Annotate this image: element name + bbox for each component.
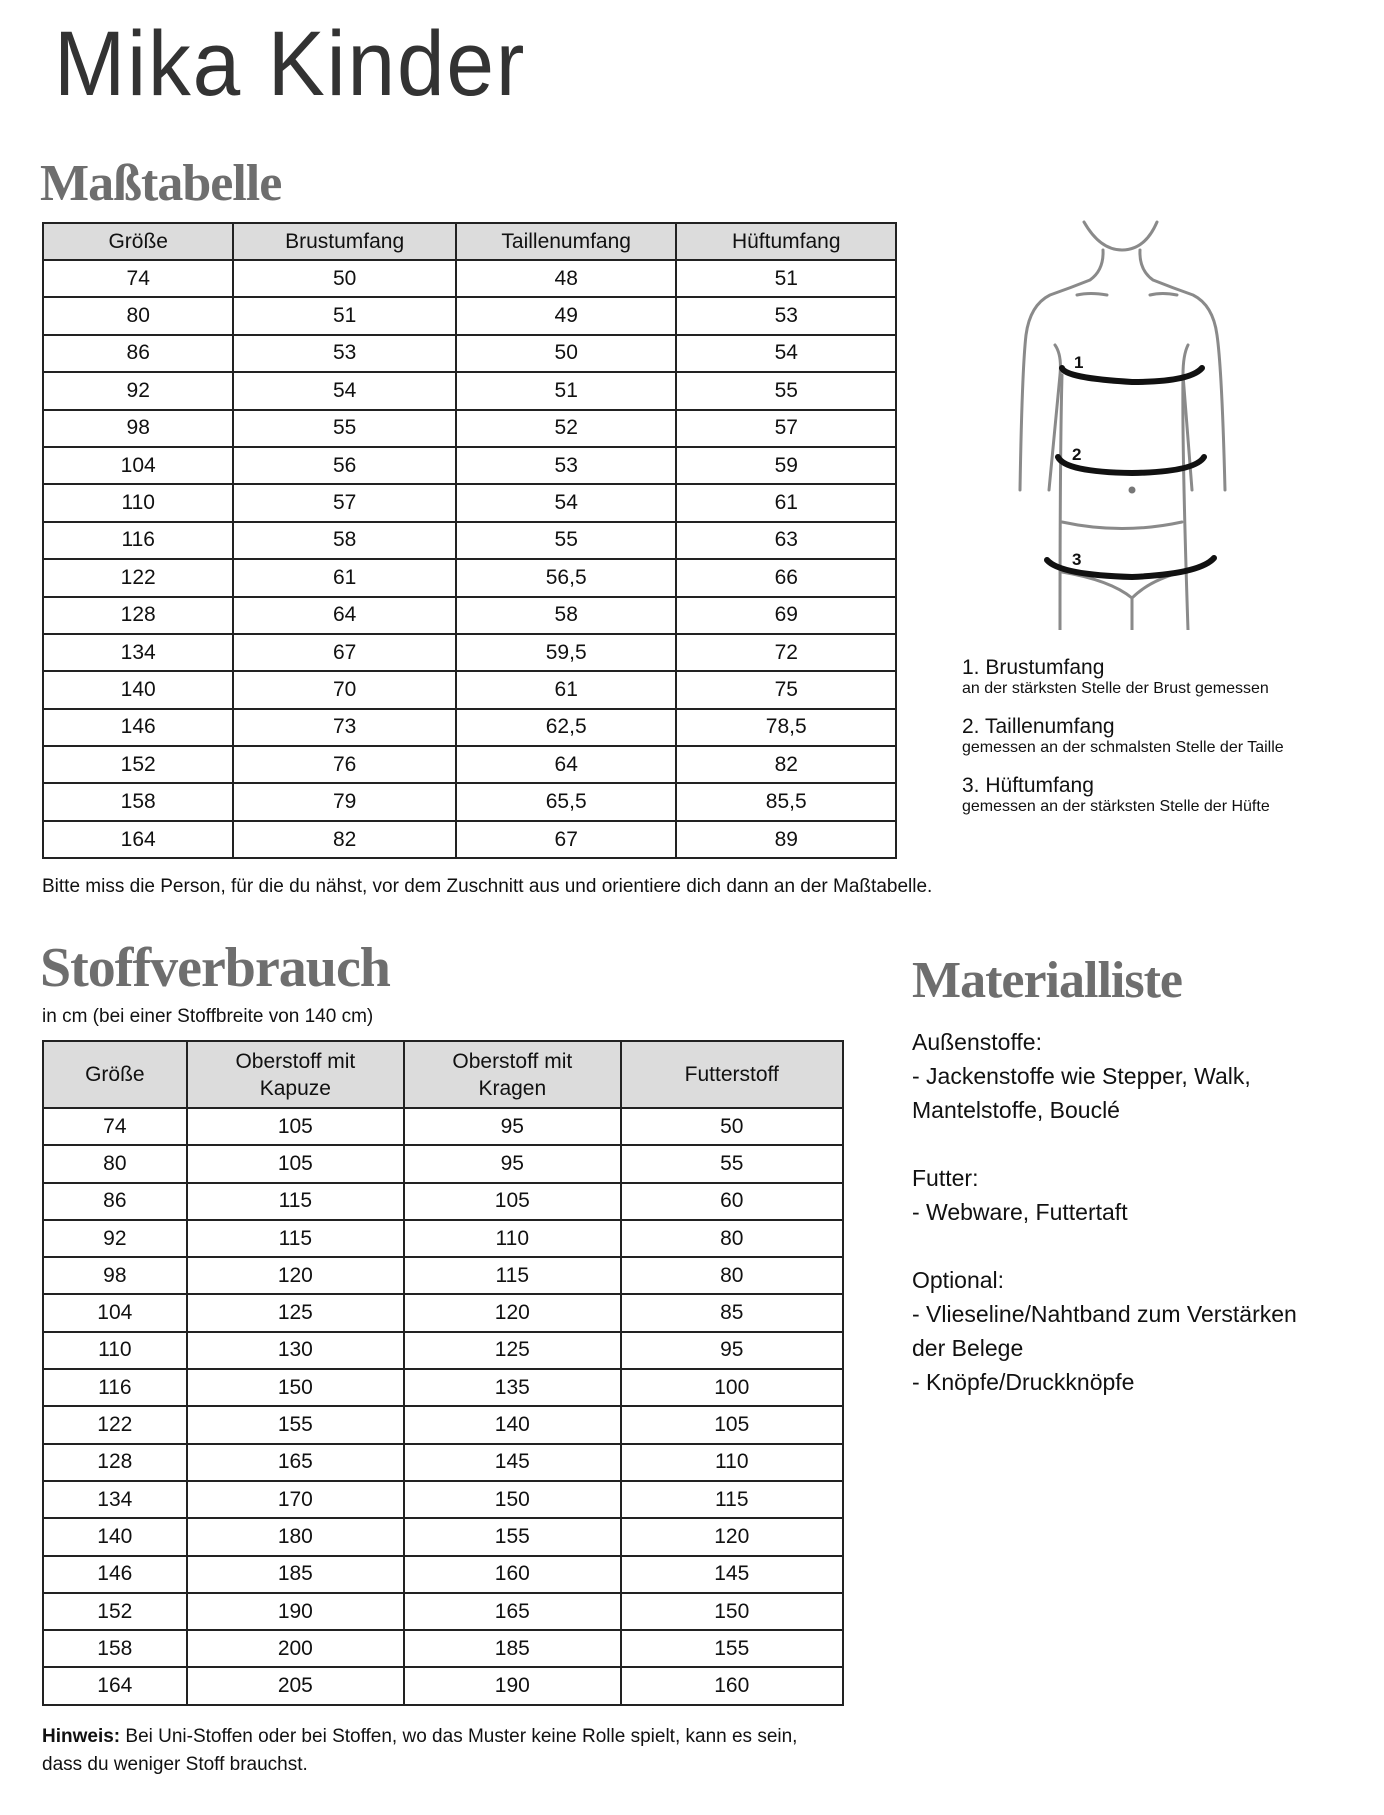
table-cell: 200 xyxy=(187,1630,404,1667)
table-cell: 53 xyxy=(456,447,677,484)
material-item: Mantelstoffe, Bouclé xyxy=(912,1097,1120,1123)
measurement-bands xyxy=(1047,368,1214,577)
table-cell: 52 xyxy=(456,410,677,447)
table-cell: 110 xyxy=(404,1220,620,1257)
column-header: Brustumfang xyxy=(233,223,456,260)
table-cell: 170 xyxy=(187,1481,404,1518)
table-cell: 155 xyxy=(621,1630,843,1667)
table-row xyxy=(43,1369,843,1406)
navel-mark xyxy=(1129,487,1136,494)
fabric-hint xyxy=(42,1723,842,1779)
materials-list xyxy=(912,1025,1382,1433)
table-cell: 86 xyxy=(43,335,233,372)
column-header-line: Größe xyxy=(85,1063,145,1086)
table-cell: 140 xyxy=(404,1406,620,1443)
table-cell: 95 xyxy=(404,1145,620,1182)
table-cell: 110 xyxy=(621,1444,843,1481)
table-cell: 67 xyxy=(456,821,677,858)
table-cell: 115 xyxy=(621,1481,843,1518)
table-cell: 66 xyxy=(676,559,896,596)
material-group-title: Außenstoffe: xyxy=(912,1029,1042,1055)
table-cell: 61 xyxy=(233,559,456,596)
table-cell: 89 xyxy=(676,821,896,858)
table-cell: 85,5 xyxy=(676,783,896,820)
table-cell: 134 xyxy=(43,634,233,671)
table-row xyxy=(43,1406,843,1443)
table-row xyxy=(43,410,896,447)
table-cell: 61 xyxy=(456,671,677,708)
column-header-line: Futterstoff xyxy=(684,1063,779,1086)
table-row xyxy=(43,1667,843,1704)
measurement-table xyxy=(42,222,897,859)
table-cell: 115 xyxy=(187,1183,404,1220)
table-cell: 190 xyxy=(187,1593,404,1630)
table-row xyxy=(43,447,896,484)
marker-1: 1 xyxy=(1074,353,1084,372)
table-cell: 74 xyxy=(43,260,233,297)
table-cell: 56,5 xyxy=(456,559,677,596)
material-group xyxy=(912,1025,1382,1127)
table-cell: 58 xyxy=(456,597,677,634)
table-cell: 74 xyxy=(43,1108,187,1145)
material-item: - Knöpfe/Druckknöpfe xyxy=(912,1369,1135,1395)
table-cell: 69 xyxy=(676,597,896,634)
legend-item xyxy=(962,714,1372,757)
table-cell: 95 xyxy=(621,1332,843,1369)
legend-desc: an der stärksten Stelle der Brust gemessen xyxy=(962,680,1269,697)
table-row xyxy=(43,522,896,559)
table-cell: 57 xyxy=(233,484,456,521)
table-cell: 73 xyxy=(233,709,456,746)
table-cell: 75 xyxy=(676,671,896,708)
column-header xyxy=(43,1041,187,1108)
table-header-row xyxy=(43,1041,843,1108)
table-cell: 164 xyxy=(43,821,233,858)
table-cell: 64 xyxy=(456,746,677,783)
table-cell: 63 xyxy=(676,522,896,559)
column-header-line: Oberstoff mit xyxy=(452,1049,573,1073)
table-row xyxy=(43,297,896,334)
table-row xyxy=(43,559,896,596)
table-cell: 49 xyxy=(456,297,677,334)
table-row xyxy=(43,709,896,746)
table-row xyxy=(43,597,896,634)
table-cell: 62,5 xyxy=(456,709,677,746)
table-row xyxy=(43,671,896,708)
table-cell: 164 xyxy=(43,1667,187,1704)
table-cell: 185 xyxy=(187,1556,404,1593)
table-cell: 64 xyxy=(233,597,456,634)
table-cell: 57 xyxy=(676,410,896,447)
table-cell: 50 xyxy=(233,260,456,297)
table-cell: 82 xyxy=(676,746,896,783)
table-row xyxy=(43,372,896,409)
material-item: - Jackenstoffe wie Stepper, Walk, xyxy=(912,1063,1251,1089)
table-cell: 72 xyxy=(676,634,896,671)
table-cell: 145 xyxy=(621,1556,843,1593)
table-cell: 100 xyxy=(621,1369,843,1406)
table-cell: 82 xyxy=(233,821,456,858)
table-row xyxy=(43,1481,843,1518)
table-cell: 150 xyxy=(621,1593,843,1630)
table-cell: 59 xyxy=(676,447,896,484)
material-group-title: Futter: xyxy=(912,1165,979,1191)
table-cell: 51 xyxy=(233,297,456,334)
material-group xyxy=(912,1161,1382,1229)
table-cell: 190 xyxy=(404,1667,620,1704)
table-row xyxy=(43,484,896,521)
table-cell: 104 xyxy=(43,447,233,484)
table-cell: 50 xyxy=(621,1108,843,1145)
table-cell: 160 xyxy=(621,1667,843,1704)
table-cell: 135 xyxy=(404,1369,620,1406)
table-cell: 104 xyxy=(43,1294,187,1331)
table-cell: 115 xyxy=(404,1257,620,1294)
table-row xyxy=(43,1630,843,1667)
material-group xyxy=(912,1263,1382,1399)
table-cell: 110 xyxy=(43,484,233,521)
legend-item xyxy=(962,773,1372,816)
table-cell: 85 xyxy=(621,1294,843,1331)
table-cell: 110 xyxy=(43,1332,187,1369)
legend-desc: gemessen an der schmalsten Stelle der Taille xyxy=(962,739,1284,756)
table-cell: 78,5 xyxy=(676,709,896,746)
column-header-line: Kragen xyxy=(478,1076,547,1100)
table-cell: 105 xyxy=(621,1406,843,1443)
table-row xyxy=(43,1518,843,1555)
table-cell: 158 xyxy=(43,783,233,820)
table-cell: 150 xyxy=(404,1481,620,1518)
table-cell: 98 xyxy=(43,1257,187,1294)
table-cell: 55 xyxy=(621,1145,843,1182)
material-item: der Belege xyxy=(912,1335,1024,1361)
table-cell: 134 xyxy=(43,1481,187,1518)
table-row xyxy=(43,1332,843,1369)
fabric-heading: Stoffverbrauch xyxy=(40,937,390,999)
table-row xyxy=(43,335,896,372)
column-header-line: Oberstoff mit xyxy=(235,1049,356,1073)
page-title: Mika Kinder xyxy=(54,13,527,115)
table-cell: 180 xyxy=(187,1518,404,1555)
table-cell: 98 xyxy=(43,410,233,447)
table-row xyxy=(43,821,896,858)
fabric-unit-note: in cm (bei einer Stoffbreite von 140 cm) xyxy=(42,1006,374,1027)
table-cell: 95 xyxy=(404,1108,620,1145)
table-cell: 76 xyxy=(233,746,456,783)
table-cell: 116 xyxy=(43,1369,187,1406)
table-row xyxy=(43,1220,843,1257)
table-cell: 51 xyxy=(676,260,896,297)
table-header-row xyxy=(43,223,896,260)
table-cell: 155 xyxy=(187,1406,404,1443)
table-cell: 61 xyxy=(676,484,896,521)
table-cell: 128 xyxy=(43,597,233,634)
table-cell: 70 xyxy=(233,671,456,708)
legend-item xyxy=(962,655,1372,698)
hint-label: Hinweis: xyxy=(42,1726,121,1747)
legend-label: 2. Taillenumfang xyxy=(962,715,1115,738)
materials-heading: Materialliste xyxy=(912,952,1182,1009)
table-cell: 80 xyxy=(43,297,233,334)
table-row xyxy=(43,1294,843,1331)
table-cell: 105 xyxy=(187,1108,404,1145)
table-cell: 116 xyxy=(43,522,233,559)
table-cell: 165 xyxy=(404,1593,620,1630)
table-cell: 146 xyxy=(43,1556,187,1593)
table-cell: 56 xyxy=(233,447,456,484)
table-cell: 120 xyxy=(187,1257,404,1294)
body-measurement-figure xyxy=(990,210,1290,630)
table-cell: 105 xyxy=(187,1145,404,1182)
column-header: Hüftumfang xyxy=(676,223,896,260)
material-item: - Vlieseline/Nahtband zum Verstärken xyxy=(912,1301,1297,1327)
table-row xyxy=(43,1593,843,1630)
table-cell: 115 xyxy=(187,1220,404,1257)
table-cell: 120 xyxy=(621,1518,843,1555)
table-row xyxy=(43,1108,843,1145)
hint-text: Bei Uni-Stoffen oder bei Stoffen, wo das Muster keine Rolle spielt, kann es sein, dass du weniger Stoff brauchst. xyxy=(42,1726,798,1775)
table-cell: 152 xyxy=(43,1593,187,1630)
table-cell: 125 xyxy=(404,1332,620,1369)
table-cell: 92 xyxy=(43,372,233,409)
table-row xyxy=(43,260,896,297)
material-item: - Webware, Futtertaft xyxy=(912,1199,1128,1225)
table-cell: 48 xyxy=(456,260,677,297)
column-header xyxy=(404,1041,620,1108)
table-cell: 140 xyxy=(43,1518,187,1555)
table-cell: 79 xyxy=(233,783,456,820)
table-cell: 128 xyxy=(43,1444,187,1481)
table-row xyxy=(43,634,896,671)
table-cell: 59,5 xyxy=(456,634,677,671)
table-cell: 145 xyxy=(404,1444,620,1481)
table-cell: 55 xyxy=(233,410,456,447)
table-row xyxy=(43,746,896,783)
table-cell: 54 xyxy=(456,484,677,521)
table-row xyxy=(43,1145,843,1182)
table-cell: 125 xyxy=(187,1294,404,1331)
measurement-legend xyxy=(962,655,1372,832)
table-cell: 160 xyxy=(404,1556,620,1593)
table-cell: 54 xyxy=(676,335,896,372)
measurement-note: Bitte miss die Person, für die du nähst, vor dem Zuschnitt aus und orientiere dich dann an der Maßtabelle. xyxy=(42,876,933,897)
table-cell: 80 xyxy=(621,1257,843,1294)
table-row xyxy=(43,1556,843,1593)
table-cell: 80 xyxy=(621,1220,843,1257)
table-cell: 185 xyxy=(404,1630,620,1667)
column-header: Taillenumfang xyxy=(456,223,677,260)
table-cell: 122 xyxy=(43,1406,187,1443)
table-cell: 67 xyxy=(233,634,456,671)
legend-label: 3. Hüftumfang xyxy=(962,774,1094,797)
table-cell: 165 xyxy=(187,1444,404,1481)
table-cell: 53 xyxy=(676,297,896,334)
table-cell: 60 xyxy=(621,1183,843,1220)
table-cell: 146 xyxy=(43,709,233,746)
marker-3: 3 xyxy=(1072,550,1082,569)
column-header xyxy=(187,1041,404,1108)
material-group-title: Optional: xyxy=(912,1267,1005,1293)
table-cell: 86 xyxy=(43,1183,187,1220)
table-row xyxy=(43,1257,843,1294)
table-cell: 65,5 xyxy=(456,783,677,820)
table-cell: 152 xyxy=(43,746,233,783)
table-cell: 55 xyxy=(676,372,896,409)
table-cell: 150 xyxy=(187,1369,404,1406)
legend-desc: gemessen an der stärksten Stelle der Hüfte xyxy=(962,798,1270,815)
table-cell: 55 xyxy=(456,522,677,559)
table-cell: 155 xyxy=(404,1518,620,1555)
table-cell: 50 xyxy=(456,335,677,372)
measurement-heading: Maßtabelle xyxy=(40,155,282,212)
table-cell: 58 xyxy=(233,522,456,559)
table-cell: 205 xyxy=(187,1667,404,1704)
table-cell: 105 xyxy=(404,1183,620,1220)
legend-label: 1. Brustumfang xyxy=(962,656,1105,679)
table-row xyxy=(43,783,896,820)
table-cell: 80 xyxy=(43,1145,187,1182)
table-row xyxy=(43,1183,843,1220)
table-cell: 53 xyxy=(233,335,456,372)
table-cell: 92 xyxy=(43,1220,187,1257)
marker-2: 2 xyxy=(1072,445,1082,464)
table-cell: 54 xyxy=(233,372,456,409)
table-cell: 140 xyxy=(43,671,233,708)
column-header: Größe xyxy=(43,223,233,260)
table-cell: 122 xyxy=(43,559,233,596)
table-cell: 130 xyxy=(187,1332,404,1369)
column-header xyxy=(621,1041,843,1108)
table-row xyxy=(43,1444,843,1481)
table-cell: 120 xyxy=(404,1294,620,1331)
table-cell: 51 xyxy=(456,372,677,409)
fabric-table xyxy=(42,1040,844,1706)
table-cell: 158 xyxy=(43,1630,187,1667)
column-header-line: Kapuze xyxy=(259,1076,331,1100)
